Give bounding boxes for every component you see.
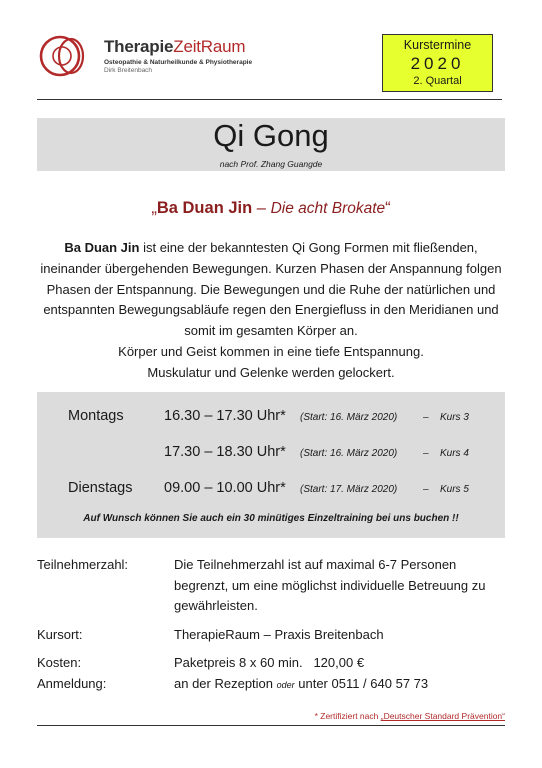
kurstermine-label: Kurstermine [403,38,472,52]
footer-divider [37,725,505,726]
footnote-prefix: * Zertifiziert nach [314,711,381,721]
heading-italic: Die acht Brokate [270,200,386,217]
kurstermine-badge [382,34,493,92]
description-text: ist eine der bekanntesten Qi Gong Formen mit fließenden, ineinander übergehenden Bewegungen. Kurzen Phasen der Anspannung folgen Phasen der Entspannung. Die Bewegungen und die Ruhe der natürlichen und entspannten Bewegungsabläufe regen den Energiefluss in den Meridianen und somit im gesamten Körper an. [40,240,502,339]
cost-label: Kosten: [37,655,82,670]
registration-prefix: an der Rezeption [174,676,277,691]
logo-icon [38,34,96,78]
brand-tagline: Osteopathie & Naturheilkunde & Physiotherapie [104,59,253,66]
brand-owner: Dirk Breitenbach [104,67,153,74]
heading-bold: Ba Duan Jin [156,199,253,217]
participants-label: Teilnehmerzahl: [37,557,129,572]
schedule-dash: – [423,484,429,495]
heading-close-quote: “ [385,199,391,217]
cost-value: Paketpreis 8 x 60 min. 120,00 € [174,655,365,670]
schedule-kurs: Kurs 3 [440,412,469,423]
kurstermine-quarter: 2. Quartal [413,75,462,87]
registration-oder: oder [276,680,295,690]
heading-open-quote: „ [151,199,157,217]
schedule-time: 16.30 – 17.30 Uhr* [164,408,286,424]
registration-value [174,674,504,696]
registration-phone: unter 0511 / 640 57 73 [294,676,429,691]
kurstermine-year: 2020 [410,54,465,73]
schedule-start: (Start: 16. März 2020) [300,412,398,423]
heading-dash: – [252,199,271,217]
page-subtitle: nach Prof. Zhang Guangde [219,159,323,169]
schedule-kurs: Kurs 5 [440,484,469,495]
schedule-day: Dienstags [68,480,133,496]
schedule-start: (Start: 17. März 2020) [300,484,398,495]
brand-accent: ZeitRaum [173,37,246,56]
schedule-dash: – [423,412,429,423]
header-divider [37,99,502,100]
schedule-start: (Start: 16. März 2020) [300,448,398,459]
participants-value: Die Teilnehmerzahl ist auf maximal 6-7 Personen begrenzt, um eine möglichst individuelle Betreuung zu gewährleisten. [174,557,486,613]
page-title: Qi Gong [213,118,329,153]
certification-footnote [315,711,505,721]
individual-training-note: Auf Wunsch können Sie auch ein 30 minütiges Einzeltraining bei uns buchen !! [83,513,459,524]
footnote-standard: „Deutscher Standard Prävention“ [380,711,505,721]
description-line2: Körper und Geist kommen in eine tiefe Entspannung. [118,343,424,359]
description-bold: Ba Duan Jin [64,240,140,255]
schedule-time: 09.00 – 10.00 Uhr* [164,480,286,496]
description-line3: Muskulatur und Gelenke werden gelockert. [147,364,395,380]
schedule-time: 17.30 – 18.30 Uhr* [164,444,286,460]
brand-prefix: Therapie [104,37,174,56]
brand-name [104,37,245,57]
registration-label: Anmeldung: [37,676,107,691]
location-value: TherapieRaum – Praxis Breitenbach [174,627,384,642]
course-description [37,238,505,384]
course-heading [37,199,505,218]
location-label: Kursort: [37,627,83,642]
schedule-dash: – [423,448,429,459]
schedule-kurs: Kurs 4 [440,448,469,459]
schedule-day: Montags [68,408,124,424]
